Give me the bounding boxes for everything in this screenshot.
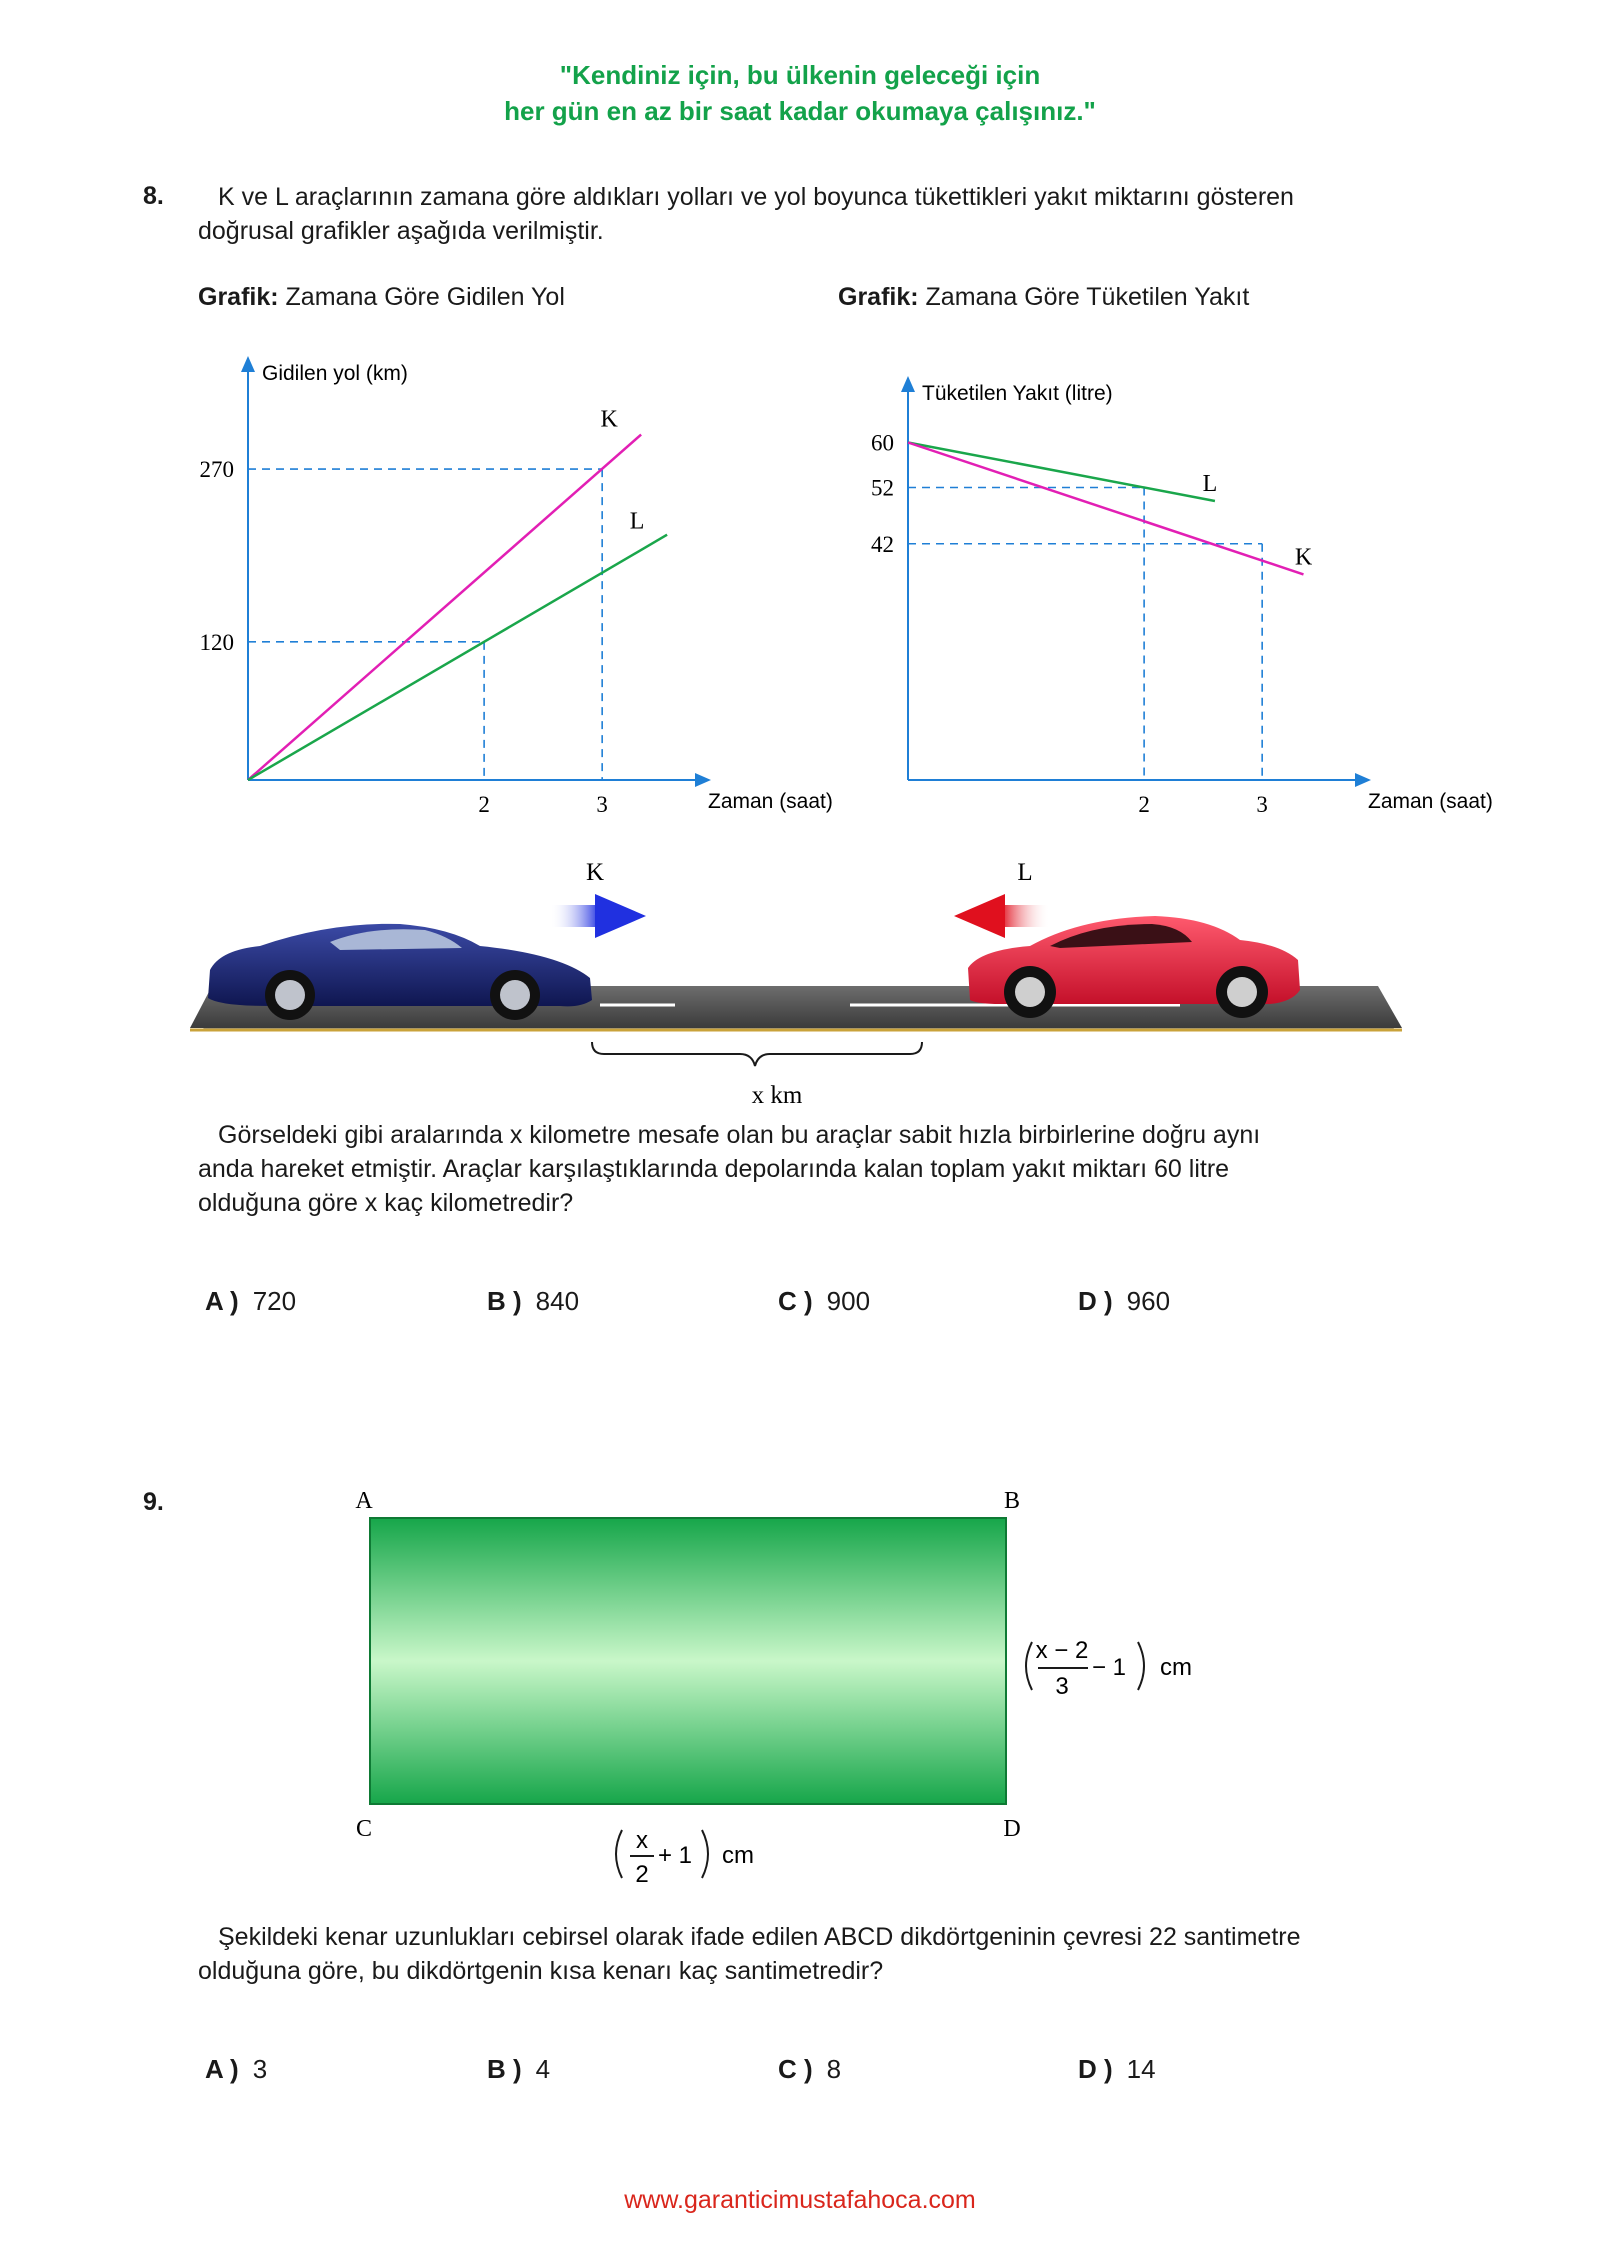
- series-label-k: K: [600, 406, 618, 433]
- svg-text:− 1: − 1: [1092, 1654, 1127, 1681]
- svg-text:3: 3: [1055, 1673, 1069, 1700]
- series-label-k: K: [1294, 544, 1313, 571]
- question-8-body-1: Görseldeki gibi aralarında x kilometre mesafe olan bu araçlar sabit hızla birbirlerine doğru aynı: [218, 1121, 1261, 1149]
- svg-text:2: 2: [635, 1861, 649, 1888]
- q9-option-b[interactable]: B ) 4: [487, 2054, 551, 2084]
- x-tick-label: 3: [596, 792, 608, 817]
- vertex-c: C: [355, 1816, 373, 1842]
- y-axis-arrow-icon: [241, 356, 255, 372]
- x-axis-arrow-icon: [695, 773, 711, 787]
- arrow-right-icon: [550, 894, 646, 938]
- svg-text:x − 2: x − 2: [1035, 1637, 1089, 1664]
- q8-option-b[interactable]: B ) 840: [487, 1286, 580, 1316]
- red-car-l: [968, 916, 1300, 1018]
- svg-text:x: x: [636, 1827, 648, 1854]
- chart-distance: [160, 340, 833, 830]
- x-tick-label: 3: [1256, 792, 1268, 817]
- y-tick-label: 120: [199, 629, 234, 655]
- y-axis-label: Tüketilen Yakıt (litre): [922, 382, 1113, 405]
- y-tick-label: 60: [871, 430, 894, 456]
- x-axis-label: Zaman (saat): [708, 790, 833, 813]
- blue-car-k: [208, 924, 592, 1020]
- distance-label: x km: [751, 1082, 803, 1109]
- side-bd-expression: [1026, 1637, 1192, 1700]
- series-line-k: [248, 435, 641, 780]
- series-line-l: [908, 443, 1215, 502]
- q9-option-a[interactable]: A ) 3: [205, 2054, 268, 2084]
- x-axis-label: Zaman (saat): [1368, 790, 1493, 813]
- y-tick-label: 42: [871, 531, 894, 557]
- question-9-body-1: Şekildeki kenar uzunlukları cebirsel olarak ifade edilen ABCD dikdörtgeninin çevresi 22 santimetre: [218, 1923, 1301, 1951]
- y-tick-label: 52: [871, 475, 894, 501]
- q8-option-d[interactable]: D ) 960: [1078, 1286, 1171, 1316]
- series-line-k: [908, 443, 1303, 575]
- rectangle-abcd: [370, 1518, 1006, 1804]
- footer-website[interactable]: www.garanticimustafahoca.com: [624, 2186, 976, 2214]
- x-axis-arrow-icon: [1355, 773, 1371, 787]
- chart-fuel: [820, 340, 1493, 830]
- svg-text:cm: cm: [1160, 1654, 1192, 1681]
- car-k-label: K: [585, 859, 605, 886]
- car-scene: [180, 850, 1420, 1115]
- graph-2-title: Grafik: Zamana Göre Tüketilen Yakıt: [838, 283, 1250, 311]
- motto-line-2: her gün en az bir saat kadar okumaya çalışınız.": [504, 96, 1096, 126]
- series-label-l: L: [1202, 471, 1218, 497]
- distance-brace: [592, 1042, 922, 1066]
- question-8-intro-1: K ve L araçlarının zamana göre aldıkları yolları ve yol boyunca tükettikleri yakıt miktarını gösteren: [218, 183, 1294, 211]
- question-8-intro-2: doğrusal grafikler aşağıda verilmiştir.: [198, 217, 604, 245]
- question-8-body-2: anda hareket etmiştir. Araçlar karşılaştıklarında depolarında kalan toplam yakıt miktarı 60 litre: [198, 1155, 1230, 1183]
- series-line-l: [248, 535, 667, 780]
- vertex-a: A: [355, 1488, 373, 1514]
- svg-text:+ 1: + 1: [658, 1842, 693, 1869]
- question-8-number: 8.: [143, 182, 164, 210]
- q8-option-c[interactable]: C ) 900: [778, 1286, 871, 1316]
- question-9-number: 9.: [143, 1488, 164, 1516]
- y-tick-label: 270: [199, 457, 234, 483]
- series-label-l: L: [629, 508, 645, 535]
- svg-text:cm: cm: [722, 1842, 754, 1869]
- y-axis-label: Gidilen yol (km): [262, 362, 408, 385]
- arrow-left-icon: [954, 894, 1050, 938]
- x-tick-label: 2: [478, 792, 490, 817]
- question-9-body-2: olduğuna göre, bu dikdörtgenin kısa kenarı kaç santimetredir?: [198, 1957, 884, 1985]
- car-l-label: L: [1017, 859, 1033, 886]
- vertex-b: B: [1003, 1488, 1021, 1514]
- rectangle-figure: [330, 1470, 1230, 1900]
- side-cd-expression: [616, 1827, 754, 1888]
- graph-1-title: Grafik: Zamana Göre Gidilen Yol: [198, 283, 565, 311]
- q9-option-d[interactable]: D ) 14: [1078, 2054, 1156, 2084]
- x-tick-label: 2: [1138, 792, 1150, 817]
- vertex-d: D: [1003, 1816, 1021, 1842]
- q8-option-a[interactable]: A ) 720: [205, 1286, 297, 1316]
- y-axis-arrow-icon: [901, 376, 915, 392]
- q9-option-c[interactable]: C ) 8: [778, 2054, 842, 2084]
- question-8-body-3: olduğuna göre x kaç kilometredir?: [198, 1189, 574, 1217]
- motto-line-1: "Kendiniz için, bu ülkenin geleceği için: [559, 60, 1041, 90]
